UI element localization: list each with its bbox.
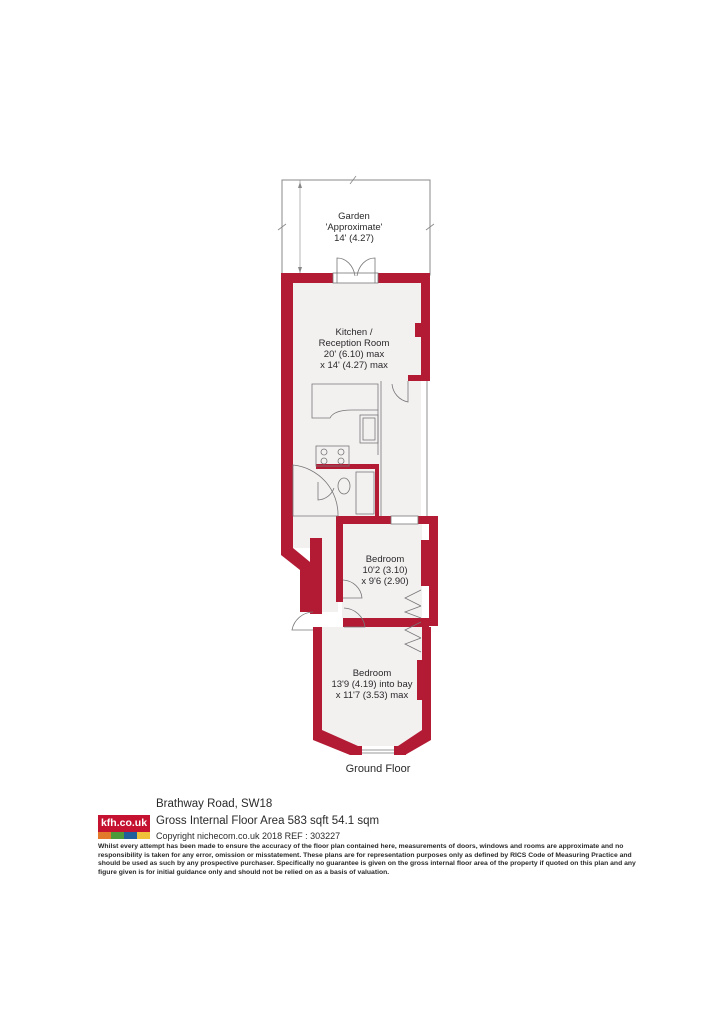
wall-bed1-left [336,516,343,602]
logo-stripe-green [111,832,124,839]
garden-size: 14' (4.27) [334,233,374,244]
wall-bed1-right [429,516,438,626]
wall-bath-right [375,464,379,516]
logo-stripes [98,832,150,839]
bedroom1-size2: x 9'6 (2.90) [361,576,409,587]
footer-titles [156,796,379,843]
garden-name: Garden [338,211,370,222]
copyright: Copyright nichecom.co.uk 2018 REF : 303227 [156,831,341,841]
logo-stripe-orange [98,832,111,839]
bedroom2-size2: x 11'7 (3.53) max [335,690,409,701]
floor-area: Gross Internal Floor Area 583 sqft 54.1 sqm [156,815,380,827]
wall-bed1-bottom [343,618,429,627]
garden-area [278,176,434,275]
wall-hall-right [310,538,322,614]
wall-bay-front-right [394,746,406,755]
wall-bed2-right [422,627,431,730]
wall-bay-front-left [350,746,362,755]
wall-kitchen-right-pillar [415,323,421,337]
wall-bed2-left [313,627,322,730]
wall-bath-top [316,464,378,469]
kitchen-size2: x 14' (4.27) max [320,360,388,371]
floor-label: Ground Floor [345,763,411,775]
logo-stripe-blue [124,832,137,839]
wall-bed1-top-left [336,516,391,524]
wall-bed1-right-inner [421,540,429,586]
logo-text: kfh.co.uk [98,815,150,832]
bed1-window [391,516,418,524]
french-door-frame [333,273,378,283]
bedroom2-name: Bedroom [352,668,392,679]
bedroom1-name: Bedroom [365,554,405,565]
address: Brathway Road, SW18 [156,798,273,810]
garden-arrow-head-top [298,182,302,188]
logo-stripe-yellow [137,832,150,839]
garden-note: 'Approximate' [325,222,383,233]
kitchen-name: Kitchen / [335,327,373,338]
garden-arrow-head-bottom [298,267,302,273]
wall-hall-left [281,548,310,612]
wall-kitchen-right-jog [408,375,430,381]
kitchen-size1: 20' (6.10) max [323,349,385,360]
wall-kitchen-left [281,273,293,548]
wall-kitchen-top-left [281,273,333,283]
kfh-logo [98,815,150,839]
kitchen-name2: Reception Room [318,338,390,349]
disclaimer: Whilst every attempt has been made to ensure the accuracy of the floor plan contained here, measurements of doors, windows and rooms are approximate and no responsibility is taken for any error, omission or misstatement. These plans are for representation purposes only as defined by RICS Code of Measuring Practice and should be used as such by any prospective purchaser. Specifically no guarantee is given on the gross internal floor area of the property if quoted on this plan and any figure given is for initial guidance only and should not be relied on as a basis of valuation. [98,843,636,876]
wall-kitchen-right [421,273,430,381]
wall-bed2-right-inner [417,660,422,700]
bedroom1-size1: 10'2 (3.10) [362,565,408,576]
bedroom2-size1: 13'9 (4.19) into bay [331,679,413,690]
entrance-door [292,612,313,630]
